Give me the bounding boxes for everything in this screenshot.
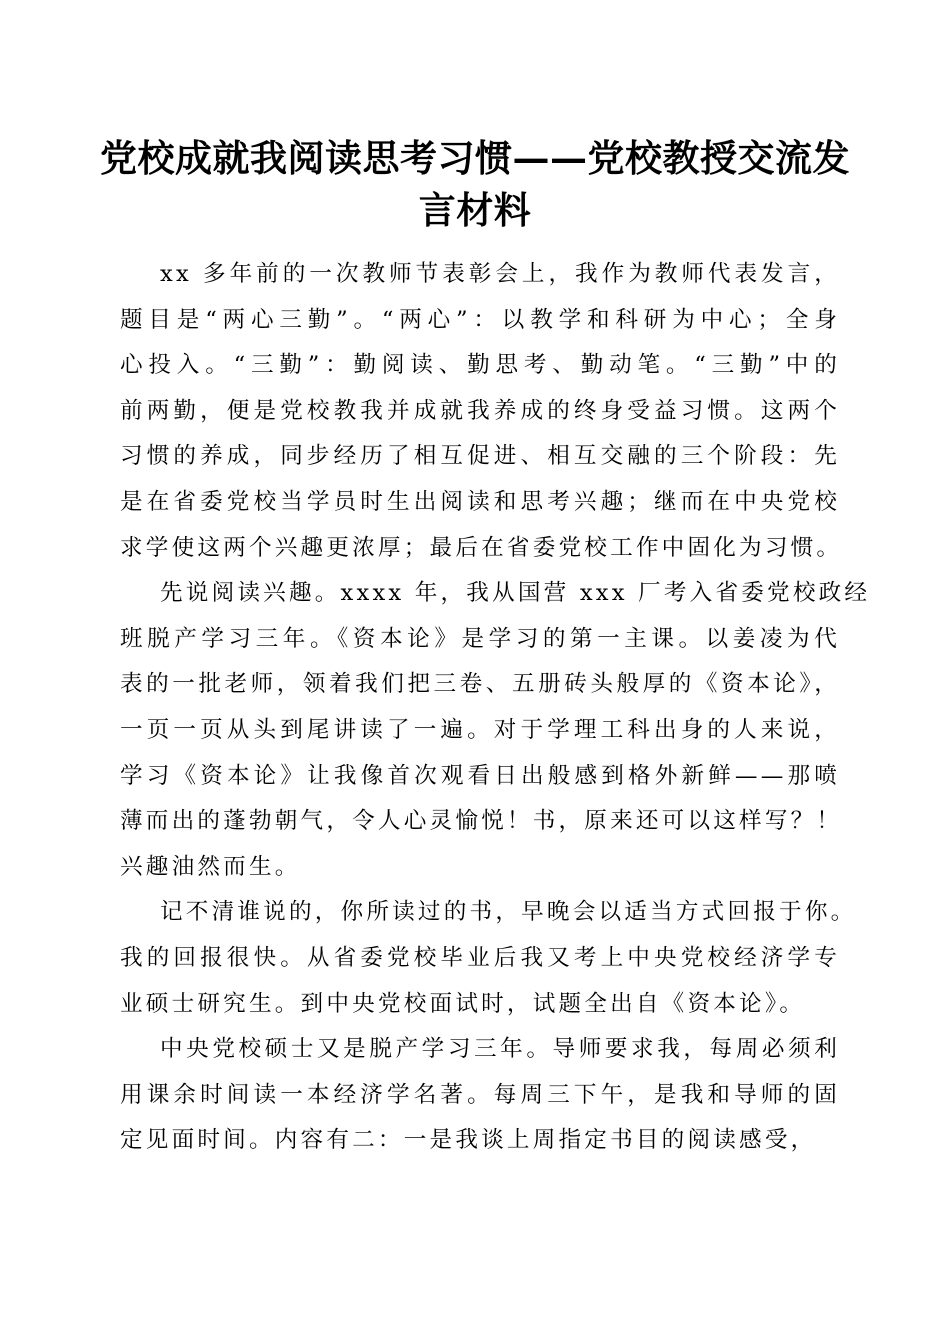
paragraph-line: 习惯的养成，同步经历了相互促进、相互交融的三个阶段：先 (120, 443, 840, 470)
paragraph-line: 班脱产学习三年。《资本论》是学习的第一主课。以姜凌为代 (120, 625, 840, 652)
paragraph-line: 学习《资本论》让我像首次观看日出般感到格外新鲜——那喷 (120, 762, 840, 789)
paragraph-line: 记不清谁说的，你所读过的书，早晚会以适当方式回报于你。 (160, 899, 857, 926)
paragraph-line: 我的回报很快。从省委党校毕业后我又考上中央党校经济学专 (120, 944, 840, 971)
paragraph (120, 1027, 840, 1164)
document-body (120, 252, 871, 1164)
paragraph-line: 题目是“两心三勤”。“两心”：以教学和科研为中心；全身 (120, 306, 840, 333)
paragraph-line: 表的一批老师，领着我们把三卷、五册砖头般厚的《资本论》， (120, 671, 840, 698)
paragraph-line: 求学使这两个兴趣更浓厚；最后在省委党校工作中固化为习惯。 (120, 534, 843, 561)
paragraph-line: 业硕士研究生。到中央党校面试时，试题全出自《资本论》。 (120, 990, 806, 1017)
paragraph-line: 一页一页从头到尾讲读了一遍。对于学理工科出身的人来说， (120, 716, 840, 743)
paragraph-line: 薄而出的蓬勃朝气，令人心灵愉悦！书，原来还可以这样写？！ (120, 808, 843, 835)
paragraph-line: 前两勤，便是党校教我并成就我养成的终身受益习惯。这两个 (120, 397, 840, 424)
paragraph (120, 252, 843, 571)
paragraph-line: xx 多年前的一次教师节表彰会上，我作为教师代表发言， (160, 261, 840, 287)
paragraph-line: 心投入。“三勤”：勤阅读、勤思考、勤动笔。“三勤”中的 (120, 352, 840, 379)
paragraph-line: 定见面时间。内容有二：一是我谈上周指定书目的阅读感受， (120, 1127, 817, 1154)
paragraph-line: 用课余时间读一本经济学名著。每周三下午，是我和导师的固 (120, 1081, 840, 1108)
paragraph-line: 中央党校硕士又是脱产学习三年。导师要求我，每周必须利 (160, 1036, 840, 1063)
paragraph-line: 是在省委党校当学员时生出阅读和思考兴趣；继而在中央党校 (120, 488, 840, 515)
paragraph-line: 兴趣油然而生。 (120, 853, 301, 880)
paragraph (120, 890, 857, 1027)
document-title: 党校成就我阅读思考习惯——党校教授交流发言材料 (100, 136, 850, 232)
paragraph (120, 571, 871, 890)
paragraph-line: 先说阅读兴趣。xxxx 年，我从国营 xxx 厂考入省委党校政经 (160, 580, 871, 607)
